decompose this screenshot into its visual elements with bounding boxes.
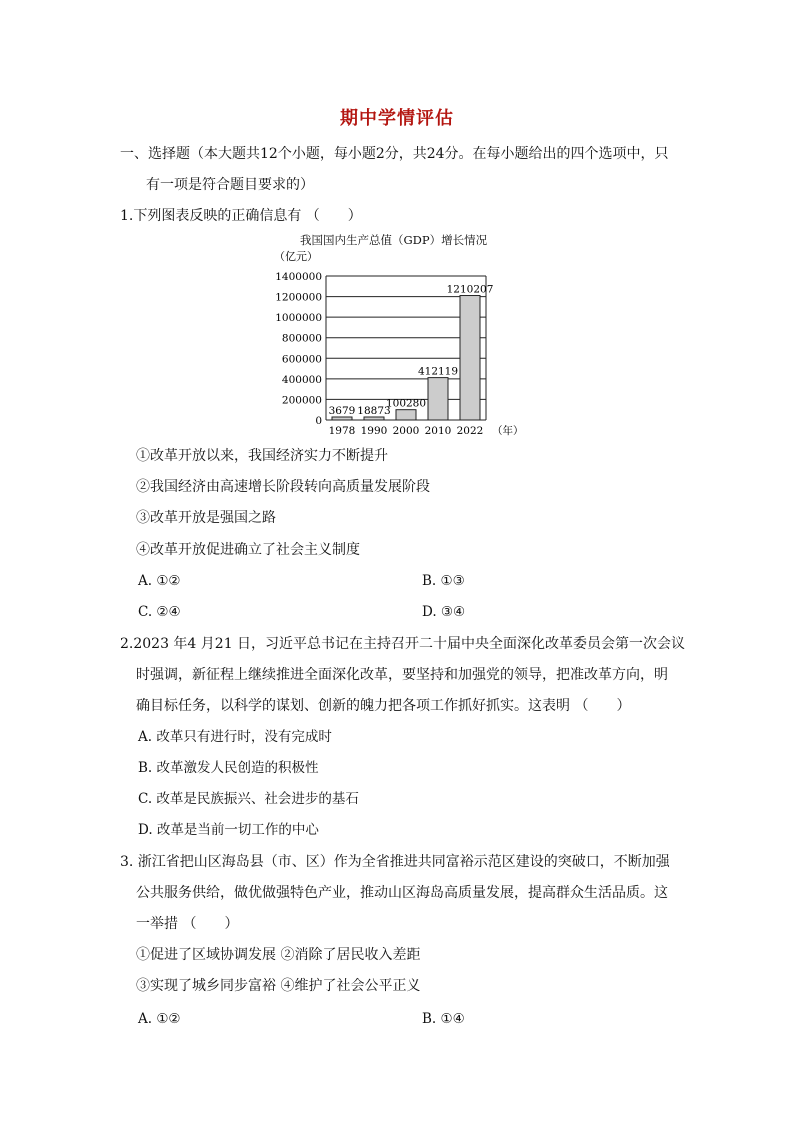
y-tick-label: 1200000 [275,291,322,304]
y-tick-label: 600000 [281,353,322,366]
bar [460,296,480,420]
q1-statement-4: ④改革开放促进确立了社会主义制度 [136,542,360,558]
q1-option-d[interactable]: D. ③④ [422,604,466,620]
bar-value-label: 18873 [357,405,391,417]
y-tick-label: 400000 [281,373,322,386]
x-tick-label: 2000 [392,425,420,437]
q3-stem-line-1: 3. 浙江省把山区海岛县（市、区）作为全省推进共同富裕示范区建设的突破口，不断加强 [120,854,670,870]
y-tick-label: 200000 [281,394,322,407]
q2-option-b[interactable]: B. 改革激发人民创造的积极性 [138,760,319,776]
q1-option-b[interactable]: B. ①③ [422,573,465,589]
y-tick-label: 1400000 [275,271,322,283]
x-tick-label: 2010 [424,425,452,437]
q1-stem: 1.下列图表反映的正确信息有 （ ） [120,208,362,224]
q1-statement-2: ②我国经济由高速增长阶段转向高质量发展阶段 [136,479,430,495]
x-tick-label: 1978 [328,425,356,437]
q2-stem-line-2: 时强调，新征程上继续推进全面深化改革，要坚持和加强党的领导，把准改革方向，明 [136,667,668,683]
q1-option-c[interactable]: C. ②④ [138,604,181,620]
q2-option-d[interactable]: D. 改革是当前一切工作的中心 [138,822,319,838]
q2-option-c[interactable]: C. 改革是民族振兴、社会进步的基石 [138,791,359,807]
x-tick-label: 1990 [360,425,388,437]
q1-statement-3: ③改革开放是强国之路 [136,510,276,526]
bar-value-label: 412119 [417,365,459,378]
bar-value-label: 100280 [385,397,427,410]
section-heading: 一、选择题（本大题共12个小题，每小题2分，共24分。在每小题给出的四个选项中，只 [120,146,669,162]
q3-option-a[interactable]: A. ①② [138,1011,181,1027]
bar-value-label: 3679 [328,405,356,417]
chart-xlabel: （年） [492,425,524,437]
q2-stem-line-1: 2.2023 年4 月21 日，习近平总书记在主持召开二十届中央全面深化改革委员会第一次会议 [120,636,686,652]
gdp-bar-chart [260,246,530,442]
q3-statement-line-2: ③实现了城乡同步富裕 ④维护了社会公平正义 [136,978,421,994]
y-tick-label: 800000 [281,332,322,345]
q1-statement-1: ①改革开放以来，我国经济实力不断提升 [136,448,388,464]
q3-statement-line-1: ①促进了区域协调发展 ②消除了居民收入差距 [136,947,421,963]
page-title: 期中学情评估 [340,108,454,129]
bar [332,417,352,420]
chart-title: 我国国内生产总值（GDP）增长情况 [300,233,488,247]
section-heading-cont: 有一项是符合题目要求的） [146,177,314,193]
bar [364,417,384,420]
q2-option-a[interactable]: A. 改革只有进行时，没有完成时 [138,729,332,745]
bar-value-label: 1210207 [446,283,494,296]
q3-option-b[interactable]: B. ①④ [422,1011,465,1027]
chart-ylabel: （亿元） [274,250,318,263]
x-tick-label: 2022 [456,425,484,437]
q3-stem-line-2: 公共服务供给，做优做强特色产业，推动山区海岛高质量发展，提高群众生活品质。这 [136,885,668,901]
q2-stem-line-3: 确目标任务，以科学的谋划、创新的魄力把各项工作抓好抓实。这表明 （ ） [136,698,631,714]
y-tick-label: 0 [315,415,322,427]
bar [396,410,416,420]
q1-option-a[interactable]: A. ①② [138,573,181,589]
bar [428,378,448,420]
y-tick-label: 1000000 [275,312,322,325]
q3-stem-line-3: 一举措 （ ） [136,916,239,932]
